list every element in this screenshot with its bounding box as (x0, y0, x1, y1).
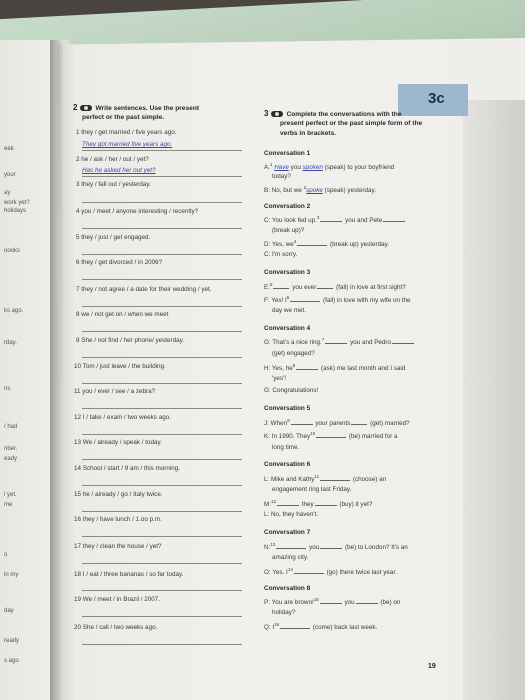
dialogue-line (264, 500, 372, 508)
dialogue-line (264, 338, 415, 346)
dialogue-text: P: You are brown! (264, 599, 314, 607)
left-page-fragment: your (4, 172, 16, 178)
item-number: 8 (76, 311, 80, 318)
gap-blank[interactable] (280, 628, 310, 629)
gap-blank[interactable] (383, 221, 405, 222)
dialogue-text: J: When (264, 420, 288, 428)
left-page-fragment: eek (4, 146, 14, 152)
answer-line[interactable] (82, 357, 242, 358)
dialogue-text: Q: I (264, 624, 275, 632)
dialogue-text: (ask) me last month and I said (320, 365, 406, 373)
item-number: 3 (76, 181, 80, 188)
dialogue-text: you and Pete (345, 217, 383, 225)
list-item (74, 364, 166, 370)
item-number: 18 (74, 571, 82, 578)
dialogue-line (264, 568, 397, 576)
left-page-fragment: s ago (4, 658, 19, 664)
answer-line[interactable] (82, 434, 242, 435)
conversation-title: Conversation 3 (264, 269, 311, 276)
dialogue-text: (be) on (380, 599, 401, 607)
item-prompt: they / get divorced / in 2006? (81, 259, 163, 266)
conversation-title: Conversation 5 (264, 405, 311, 412)
answer-line[interactable] (82, 202, 242, 203)
instruction-line: present perfect or the past simple form of the (280, 120, 423, 127)
conversation-title: Conversation 2 (264, 203, 311, 210)
dialogue-text: H: Yes, he (264, 365, 293, 373)
dialogue-text: they (301, 501, 314, 509)
left-page-fragment: ay (4, 190, 11, 196)
dialogue-line (264, 240, 389, 248)
dialogue-line: amazing city. (272, 554, 309, 561)
item-prompt: he / already / go / Italy twice. (82, 491, 163, 498)
item-number: 7 (76, 286, 80, 293)
dialogue-text: (break up) yesterday. (330, 241, 390, 249)
dialogue-line (264, 419, 410, 427)
dialogue-text: (be) to London? It's an (344, 544, 408, 552)
item-number: 20 (74, 624, 82, 631)
dialogue-text: O: Yes. I (264, 569, 288, 577)
dialogue-text: D: Yes, we (264, 241, 294, 249)
handwritten-answer: spoken (302, 164, 323, 172)
dialogue-line: long time. (272, 444, 300, 451)
gap-number: 13 (270, 542, 276, 547)
conversation-title: Conversation 6 (264, 461, 311, 468)
page-shadow (50, 40, 64, 700)
dialogue-text: (speak) to your boyfriend (324, 164, 395, 172)
answer-line[interactable] (82, 485, 242, 486)
dialogue-line (264, 543, 408, 551)
dialogue-text: your parents (315, 420, 351, 428)
answer-line[interactable] (82, 228, 242, 229)
left-page-fragment: me (4, 502, 13, 508)
gap-number: 12 (271, 499, 277, 504)
item-prompt: they / fall out / yesterday. (81, 181, 151, 188)
list-item (76, 130, 176, 136)
dialogue-line: engagement ring last Friday. (272, 486, 352, 493)
dialogue-text: you (309, 544, 320, 552)
instruction-line: Complete the conversations with the (286, 111, 402, 118)
answer-line[interactable] (82, 511, 242, 512)
left-page-fragment: day (4, 608, 14, 614)
list-item (76, 235, 150, 241)
gap-blank[interactable] (356, 603, 378, 604)
answer-line[interactable] (82, 644, 242, 645)
list-item (76, 260, 162, 266)
item-number: 11 (74, 388, 81, 395)
left-page-fragment: eady (4, 456, 18, 462)
exercise-2-heading (73, 104, 199, 113)
dialogue-line: holiday? (272, 609, 296, 616)
dialogue-line: C: I'm sorry. (264, 251, 298, 258)
left-page-fragment: holidays (4, 208, 27, 214)
gap-number: 16 (274, 622, 280, 627)
left-page-fragment: l yet. (4, 492, 17, 498)
dialogue-text: (come) back last week. (312, 624, 378, 632)
list-item (76, 287, 211, 293)
item-prompt: She / not find / her phone/ yesterday. (81, 337, 185, 344)
dialogue-text: (speak) yesterday. (324, 187, 376, 195)
speaker: N: (264, 544, 271, 552)
dialogue-text: (choose) an (352, 476, 387, 484)
answer-line[interactable] (82, 408, 242, 409)
exercise-number: 3 (264, 109, 269, 118)
gap-blank[interactable] (320, 603, 342, 604)
item-number: 1 (76, 129, 80, 136)
dialogue-text: you and Pedro (350, 339, 392, 347)
answer-line[interactable] (82, 176, 242, 177)
list-item (76, 312, 168, 318)
gap-blank[interactable] (291, 424, 313, 425)
answer-line[interactable] (82, 150, 242, 151)
audio-icon (80, 105, 92, 111)
list-item (74, 597, 160, 603)
item-prompt: Tom / just leave / the building. (82, 363, 166, 370)
conversation-title: Conversation 4 (264, 325, 311, 332)
gap-blank[interactable] (276, 548, 306, 549)
conversation-title: Conversation 8 (264, 585, 311, 592)
gap-number: 4 (293, 239, 297, 244)
dialogue-line: 'yes'! (272, 375, 286, 382)
item-prompt: We / already / speak / today. (82, 439, 162, 446)
left-page-fragment: / had (4, 424, 18, 430)
gap-blank[interactable] (290, 301, 320, 302)
item-prompt: we / not get on / when we meet (81, 311, 169, 318)
conversation-title: Conversation 7 (264, 529, 311, 536)
item-prompt: they / just / get engaged. (81, 234, 151, 241)
handwritten-answer: Have (274, 164, 289, 172)
list-item (74, 466, 180, 472)
gap-blank[interactable] (392, 343, 414, 344)
left-page-fragment: work yet? (4, 200, 30, 206)
item-number: 2 (76, 156, 80, 163)
unit-tab (398, 84, 468, 116)
dialogue-line (264, 283, 406, 291)
gap-blank[interactable] (320, 221, 342, 222)
gap-number: 14 (287, 567, 293, 572)
item-prompt: they / have lunch / 1.oo p.m. (82, 516, 162, 523)
gap-blank[interactable] (325, 343, 347, 344)
dialogue-line: (get) engaged? (272, 350, 315, 357)
gap-blank[interactable] (320, 548, 342, 549)
conversation-title: Conversation 1 (264, 150, 311, 157)
gap-blank[interactable] (316, 437, 346, 438)
dialogue-line: G: Congratulations! (264, 387, 319, 394)
item-prompt: you / meet / anyone interesting / recently? (81, 208, 199, 215)
answer-line[interactable] (82, 331, 242, 332)
dialogue-text: C: You look fed up. (264, 217, 317, 225)
list-item (74, 517, 162, 523)
dialogue-text: you ever (292, 284, 317, 292)
left-page-fragment: nber. (4, 446, 18, 452)
gap-number: 11 (314, 474, 320, 479)
handwritten-answer: Has he asked her out yet? (82, 167, 156, 174)
item-number: 12 (74, 414, 82, 421)
left-page-fragment: o (4, 552, 8, 558)
dialogue-text: (go) there twice last year. (326, 569, 397, 577)
dialogue-text: F: Yes! I (264, 297, 287, 305)
dialogue-line: today? (272, 173, 291, 180)
item-prompt: She / call / two weeks ago. (82, 624, 158, 631)
speaker: A: (264, 164, 270, 172)
handwritten-answer: spoke (306, 187, 323, 195)
gap-blank[interactable] (320, 480, 350, 481)
list-item (76, 209, 198, 215)
answer-line[interactable] (82, 306, 242, 307)
answer-line[interactable] (82, 536, 242, 537)
gap-number: 10 (310, 431, 316, 436)
audio-icon (271, 111, 283, 117)
gap-number: 2 (303, 185, 307, 190)
dialogue-text: K: In 1990. They (264, 433, 311, 441)
gap-number: 1 (269, 162, 273, 167)
dialogue-text: you (290, 164, 301, 172)
item-number: 15 (74, 491, 82, 498)
dialogue-line (264, 186, 376, 194)
answer-line[interactable] (82, 590, 242, 591)
dialogue-line (264, 598, 400, 606)
exercise-number: 2 (73, 103, 78, 112)
dialogue-text: (get) married? (370, 420, 410, 428)
item-prompt: I / take / exam / two weeks ago. (82, 414, 171, 421)
dialogue-text: you (344, 599, 355, 607)
left-page-fragment: ready (4, 638, 20, 644)
item-number: 14 (74, 465, 82, 472)
item-prompt: School / start / 9 am / this morning. (82, 465, 181, 472)
dialogue-line: (break up)? (272, 227, 305, 234)
dialogue-line (264, 475, 386, 483)
gap-number: 6 (286, 295, 290, 300)
left-page-fragment: in my (4, 572, 19, 578)
dialogue-line (264, 623, 377, 631)
left-page-fragment: rday. (4, 340, 17, 346)
dialogue-line: day we met. (272, 307, 306, 314)
gap-blank[interactable] (315, 505, 337, 506)
dialogue-line (264, 216, 406, 224)
gap-number: 5 (269, 282, 273, 287)
list-item (74, 389, 155, 395)
item-number: 10 (74, 363, 82, 370)
dialogue-line (264, 364, 405, 372)
item-prompt: they / clean the house / yet? (82, 543, 162, 550)
item-number: 16 (74, 516, 82, 523)
list-item (74, 440, 162, 446)
gap-blank[interactable] (351, 424, 367, 425)
item-prompt: he / ask / her / out / yet? (81, 156, 149, 163)
item-number: 19 (74, 596, 82, 603)
answer-line[interactable] (82, 279, 242, 280)
gap-number: 3 (316, 215, 320, 220)
left-page-fragment: oooks (4, 248, 21, 254)
gap-blank[interactable] (317, 288, 333, 289)
item-number: 17 (74, 543, 82, 550)
item-number: 13 (74, 439, 82, 446)
gap-blank[interactable] (297, 245, 327, 246)
item-prompt: you / ever / see / a zebra? (82, 388, 156, 395)
dialogue-line (264, 296, 411, 304)
speaker: E: (264, 284, 270, 292)
dialogue-text: L: Mike and Kathy (264, 476, 315, 484)
instruction-line: perfect or the past simple. (82, 114, 165, 121)
answer-line[interactable] (82, 383, 242, 384)
gap-blank[interactable] (273, 288, 289, 289)
handwritten-answer: They got married five years ago. (82, 141, 173, 148)
list-item (76, 157, 149, 163)
item-number: 5 (76, 234, 80, 241)
item-prompt: they / not agree / a date for their wedding / yet. (81, 286, 212, 293)
list-item (76, 338, 184, 344)
dialogue-line (264, 432, 398, 440)
item-number: 9 (76, 337, 80, 344)
dialogue-line (264, 163, 394, 171)
list-item (74, 572, 183, 578)
list-item (76, 182, 151, 188)
list-item (74, 544, 162, 550)
gap-blank[interactable] (296, 369, 318, 370)
left-page-fragment: ns (4, 386, 11, 392)
exercise-3-heading (264, 110, 402, 119)
page-number: 19 (428, 663, 436, 670)
page-edge (463, 100, 525, 700)
answer-line[interactable] (82, 616, 242, 617)
left-page-fragment: ks ago. (4, 308, 24, 314)
gap-number: 15 (313, 597, 319, 602)
gap-number: 7 (321, 337, 325, 342)
item-number: 6 (76, 259, 80, 266)
dialogue-text: (fall) in love at first sight? (336, 284, 406, 292)
unit-tab-label: 3c (428, 90, 445, 107)
dialogue-text: (buy) it yet? (339, 501, 373, 509)
gap-blank[interactable] (277, 505, 299, 506)
list-item (74, 492, 163, 498)
item-prompt: I / eat / three bananas / so far today. (82, 571, 184, 578)
dialogue-text: G: That's a nice ring. (264, 339, 322, 347)
speaker: B: No, but we (264, 187, 302, 195)
speaker: M: (264, 501, 271, 509)
answer-line[interactable] (82, 254, 242, 255)
item-number: 4 (76, 208, 80, 215)
gap-number: 8 (292, 363, 296, 368)
instruction-line: Write sentences. Use the present (95, 105, 200, 112)
gap-number: 9 (287, 418, 290, 423)
dialogue-text: (fall) in love with my wife on the (323, 297, 411, 305)
instruction-line: verbs in brackets. (280, 130, 337, 137)
dialogue-line: L: No, they haven't. (264, 511, 319, 518)
item-prompt: We / meet / in Brazil / 2007. (82, 596, 160, 603)
gap-blank[interactable] (294, 573, 324, 574)
answer-line[interactable] (82, 563, 242, 564)
answer-line[interactable] (82, 459, 242, 460)
list-item (74, 415, 171, 421)
item-prompt: they / get married / five years ago. (81, 129, 177, 136)
list-item (74, 625, 157, 631)
dialogue-text: (be) married for a (348, 433, 398, 441)
